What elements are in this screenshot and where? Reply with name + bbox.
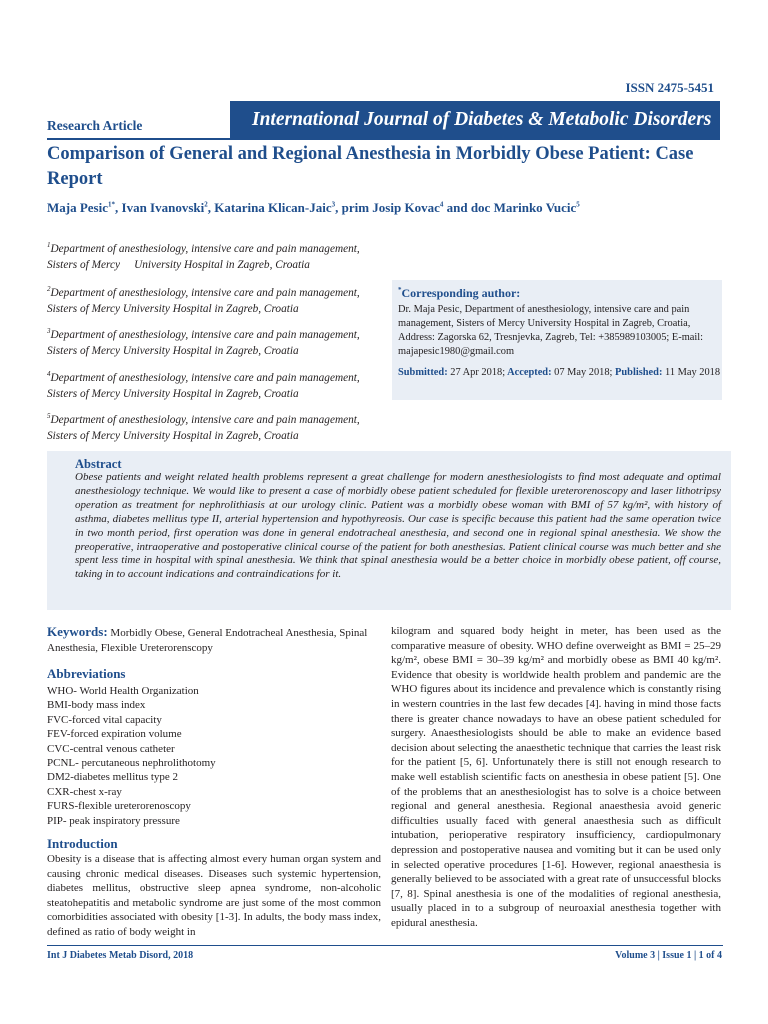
keywords-label: Keywords: (47, 624, 108, 639)
abstract-heading: Abstract (75, 457, 122, 471)
author-affiliation-mark: 1* (108, 200, 116, 209)
keywords-text: Morbidly Obese, General Endotracheal Anesthesia, Spinal Anesthesia, Flexible Ureterorenscopy (47, 627, 368, 654)
affiliation (47, 237, 387, 273)
abbreviation-item: FEV-forced expiration volume (47, 728, 182, 741)
introduction-text-left: Obesity is a disease that is affecting almost every human organ system and causing chronic medical diseases. Diseases such systemic hypertension, diabetes mellitus, obstructive sleep apnea syndrome, non-alcoholic steatohepatitis and metabolic syndrome are just some of the most common comorbidities associated with obesity [1-3]. In adults, the body mass index, defined as ratio of body weight in (47, 853, 381, 939)
published-date: 11 May 2018 (662, 367, 721, 378)
article-type: Research Article (47, 118, 143, 133)
author-separator: , (335, 200, 342, 215)
abbreviation-item: FVC-forced vital capacity (47, 713, 162, 726)
corresponding-author-box (392, 280, 722, 400)
author-name: prim Josip Kovac (341, 200, 440, 215)
keywords (47, 624, 381, 656)
author-name: Katarina Klican-Jaic (214, 200, 332, 215)
affiliation-line: Department of anesthesiology, intensive care and pain management, (50, 286, 360, 299)
corresponding-mark: * (398, 286, 402, 294)
affiliation-number: 3 (47, 327, 51, 335)
affiliation (47, 366, 387, 402)
affiliation-line: Sisters of Mercy University Hospital in Zagreb, Croatia (47, 429, 299, 442)
author-name: doc Marinko Vucic (470, 200, 577, 215)
journal-title: International Journal of Diabetes & Metabolic Disorders (252, 109, 712, 130)
abbreviation-item: PIP- peak inspiratory pressure (47, 814, 180, 827)
affiliation-line: Sisters of Mercy University Hospital in Zagreb, Croatia (47, 387, 299, 400)
abstract-box (47, 451, 731, 610)
author-name: Ivan Ivanovski (121, 200, 205, 215)
abbreviation-item: WHO- World Health Organization (47, 685, 199, 697)
affiliation (47, 408, 387, 444)
abbreviations-heading: Abbreviations (47, 666, 126, 681)
affiliation-line: Department of anesthesiology, intensive care and pain management, (50, 413, 360, 426)
accepted-label: Accepted: (505, 367, 552, 378)
footer-page-info: Volume 3 | Issue 1 | 1 of 4 (615, 950, 722, 961)
author-list (47, 200, 737, 216)
author-separator: , (207, 200, 215, 215)
published-label: Published: (612, 367, 663, 378)
introduction-text-right: kilogram and squared body height in meter, has been used as the comparative measure of obesity. WHO define overweight as BMI = 25–29 kg/m², obese BMI = 30–39 kg/m² and morbidly obese as BMI 40 kg/m². Evidence that obesity is worldwide health problem and pandemic are the WHO figures about its incidence and prevalence which is constantly rising in western countries in the last few decades [4]. having in mind those facts there is greater chance nowadays to have an obese patient scheduled for surgery. Anaesthesiologists should be able to make an evidence based decision about selecting the anaesthetic technique that carries the least risk for the patient [5, 6]. Unfortunately there is still not enough research to make well establish scientific facts on anesthesia in obese patient [5]. One of the problems that an anesthesiologist has to solve is a choice between regional and general anesthesia. Regional anaesthesia avoid generic difficulties usually faced with general anaesthesia such as difficult intubation, perioperative respiratory insufficiency, cardiopulmonary depression and postoperative nausea and vomiting but it can be used only in selected operative procedures [1-6]. However, regional anaesthesia is generally believed to be associated with a great rate of unsuccessful blocks [7, 8]. Spinal anesthesia is one of the modalities of regional anesthesia, usually placed in to a subgroup of neuroaxial anesthesia together with epidural anesthesia. (391, 625, 721, 929)
abbreviation-item: CVC-central venous catheter (47, 742, 175, 755)
introduction-heading: Introduction (47, 836, 118, 852)
abbreviations-list (47, 684, 381, 828)
footer-citation: Int J Diabetes Metab Disord, 2018 (47, 950, 194, 961)
corresponding-author-details: Dr. Maja Pesic, Department of anesthesiology, intensive care and pain management, Sisters of Mercy University Hospital in Zagreb, Croatia, Address: Zagorska 62, Tresnjevka, Zagreb, Tel: +385989103005; E-mail: majapesic1980@gmail.com (398, 304, 704, 357)
affiliation-line: Department of anesthesiology, intensive care and pain management, (50, 371, 360, 384)
header-divider (47, 138, 720, 140)
corresponding-author-label (398, 286, 722, 301)
author-separator: and (443, 200, 471, 215)
author-affiliation-mark: 4 (439, 200, 444, 209)
author-affiliation-mark: 2 (204, 200, 208, 209)
affiliation (47, 323, 387, 359)
author-affiliation-mark: 5 (576, 200, 580, 209)
paper-title: Comparison of General and Regional Anesthesia in Morbidly Obese Patient: Case Report (47, 144, 694, 189)
abstract-text: Obese patients and weight related health problems represent a great challenge for modern anesthesiologists to find most adequate and optimal anesthesiology technique. We would like to present a case of morbidly obese patient scheduled for flexible ureterorenoscopy and laser lithotripsy operation as treatment for nephrolithiasis at our urology clinic. Patient was a morbidly obese woman with BMI of 57 kg/m², with history of asthma, diabetes mellitus type II, arterial hypertension and hypothyreosis. Our case is specific because this patient had the same operation twice in two month period, first operation was done in general endotracheal anesthesia, and second one in regional spinal anesthesia. We show the preoperative, intraoperative and postoperative clinical course of the patient for both anesthesias. Patient clinical course was much better and she spent less time in hospital with spinal anesthesia. We think that spinal anesthesia would be a better choice in morbidly obese patient, off course, taking in to account indications and contraindications for it. (75, 471, 721, 581)
submitted-date: 27 Apr 2018; (447, 367, 506, 378)
abbreviation-item: CXR-chest x-ray (47, 785, 122, 798)
footer-divider (47, 945, 723, 946)
affiliation-line: Sisters of Mercy University Hospital in Zagreb, Croatia (47, 258, 310, 271)
author-name: Maja Pesic (47, 200, 109, 215)
author-separator: , (115, 200, 122, 215)
affiliation-line: Department of anesthesiology, intensive care and pain management, (50, 328, 360, 341)
accepted-date: 07 May 2018; (551, 367, 613, 378)
affiliation-line: Department of anesthesiology, intensive care and pain management, (50, 242, 360, 255)
abbreviation-item: BMI-body mass index (47, 699, 146, 712)
submitted-label: Submitted: (398, 367, 448, 378)
affiliation-number: 2 (47, 285, 51, 293)
corresponding-label-text: Corresponding author: (401, 286, 521, 300)
affiliation-line: Sisters of Mercy University Hospital in Zagreb, Croatia (47, 302, 299, 315)
affiliation-line: Sisters of Mercy University Hospital in Zagreb, Croatia (47, 344, 299, 357)
journal-banner (230, 101, 720, 139)
issn: ISSN 2475-5451 (625, 80, 714, 95)
right-column (391, 624, 721, 930)
author-affiliation-mark: 3 (331, 200, 336, 209)
article-dates (398, 367, 721, 378)
abbreviation-item: DM2-diabetes mellitus type 2 (47, 771, 179, 784)
affiliation (47, 281, 387, 317)
left-column (47, 624, 381, 940)
affiliation-number: 4 (47, 370, 51, 378)
abbreviation-item: PCNL- percutaneous nephrolithotomy (47, 757, 216, 770)
affiliation-number: 5 (47, 412, 51, 420)
affiliation-number: 1 (47, 241, 51, 249)
abbreviation-item: FURS-flexible ureterorenoscopy (47, 800, 191, 813)
